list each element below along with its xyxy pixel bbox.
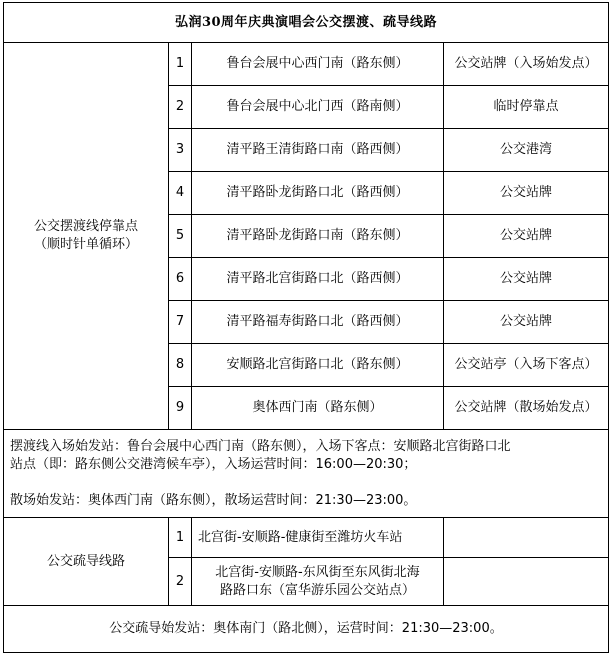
ferry-stops-label xyxy=(4,43,169,430)
route-number: 1 xyxy=(169,518,192,558)
stop-name: 鲁台会展中心西门南（路东侧） xyxy=(192,43,444,86)
stop-number: 3 xyxy=(169,129,192,172)
stop-type: 公交站牌 xyxy=(444,215,609,258)
table-row xyxy=(4,43,609,86)
stop-number: 1 xyxy=(169,43,192,86)
route-line1: 北宫街-安顺路-健康街至潍坊火车站 xyxy=(198,529,403,545)
stop-number: 7 xyxy=(169,301,192,344)
stop-type: 临时停靠点 xyxy=(444,86,609,129)
ferry-note xyxy=(4,430,609,518)
stop-number: 9 xyxy=(169,387,192,430)
stop-type: 公交站牌（入场始发点） xyxy=(444,43,609,86)
guide-footer: 公交疏导始发站：奥体南门（路北侧），运营时间：21:30—23:00。 xyxy=(4,606,609,653)
empty-cell xyxy=(444,518,609,558)
stop-type: 公交站牌（散场始发点） xyxy=(444,387,609,430)
stop-number: 8 xyxy=(169,344,192,387)
stop-name: 清平路王清街路口南（路西侧） xyxy=(192,129,444,172)
stop-name: 清平路福寿街路口北（路西侧） xyxy=(192,301,444,344)
stop-name: 清平路卧龙街路口北（路西侧） xyxy=(192,172,444,215)
route-description xyxy=(192,518,444,558)
stop-name: 清平路卧龙街路口南（路东侧） xyxy=(192,215,444,258)
title-row xyxy=(4,3,609,43)
stop-type: 公交站牌 xyxy=(444,258,609,301)
ferry-label-line1: 公交摆渡线停靠点 xyxy=(33,219,138,234)
stop-name: 安顺路北宫街路口北（路东侧） xyxy=(192,344,444,387)
guide-footer-row xyxy=(4,606,609,653)
stop-number: 5 xyxy=(169,215,192,258)
guide-routes-label: 公交疏导线路 xyxy=(4,518,169,606)
table-title: 弘润30周年庆典演唱会公交摆渡、疏导线路 xyxy=(4,3,609,43)
stop-type: 公交站亭（入场下客点） xyxy=(444,344,609,387)
stop-number: 2 xyxy=(169,86,192,129)
table-row xyxy=(4,518,609,558)
stop-number: 4 xyxy=(169,172,192,215)
empty-cell xyxy=(444,558,609,606)
ferry-note-line2: 站点（即：路东侧公交港湾候车亭），入场运营时间：16:00—20:30； xyxy=(10,456,417,472)
route-number: 2 xyxy=(169,558,192,606)
route-line2: 路路口东（富华游乐园公交站点） xyxy=(219,582,415,598)
routes-table xyxy=(3,2,609,653)
route-line1: 北宫街-安顺路-东风街至东风街北海 xyxy=(215,564,420,580)
ferry-note-line3: 散场始发站：奥体西门南（路东侧），散场运营时间：21:30—23:00。 xyxy=(10,492,417,508)
stop-name: 奥体西门南（路东侧） xyxy=(192,387,444,430)
stop-type: 公交港湾 xyxy=(444,129,609,172)
stop-name: 清平路北宫街路口北（路西侧） xyxy=(192,258,444,301)
stop-type: 公交站牌 xyxy=(444,172,609,215)
stop-number: 6 xyxy=(169,258,192,301)
stop-type: 公交站牌 xyxy=(444,301,609,344)
ferry-note-line1: 摆渡线入场始发站：鲁台会展中心西门南（路东侧），入场下客点：安顺路北宫街路口北 xyxy=(10,438,511,454)
ferry-label-line2: （顺时针单循环） xyxy=(33,237,138,252)
ferry-note-row xyxy=(4,430,609,518)
route-description xyxy=(192,558,444,606)
stop-name: 鲁台会展中心北门西（路南侧） xyxy=(192,86,444,129)
